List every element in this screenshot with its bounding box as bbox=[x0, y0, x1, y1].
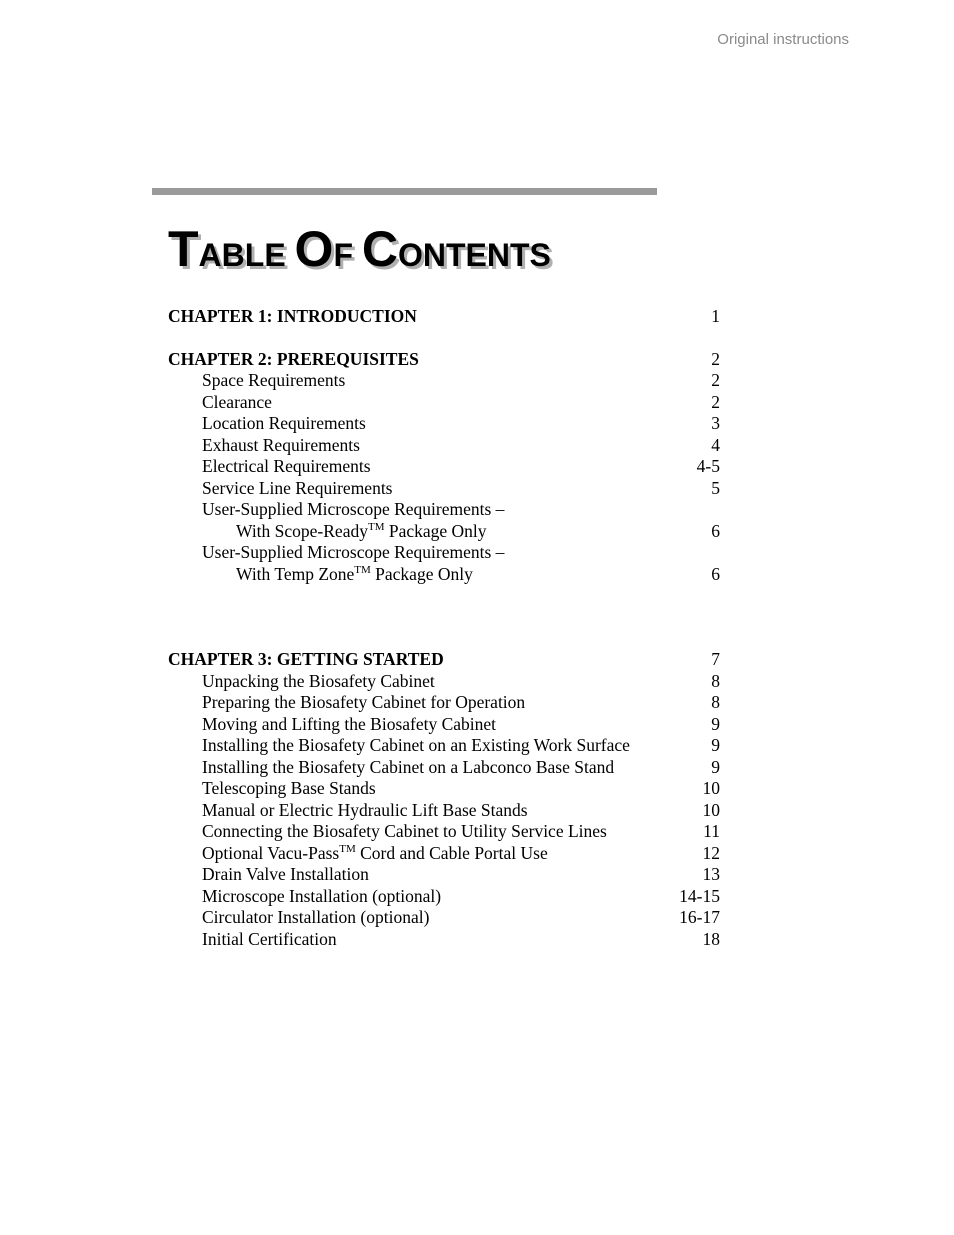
toc-page-number: 8 bbox=[711, 692, 720, 712]
toc-page-number: 14-15 bbox=[679, 885, 720, 906]
title-rule bbox=[152, 188, 657, 195]
toc-entry-label: Electrical Requirements bbox=[202, 456, 371, 476]
toc-page-number: 9 bbox=[711, 735, 720, 755]
toc-entry-label bbox=[202, 843, 548, 865]
toc-page-number: 2 bbox=[711, 391, 720, 412]
toc-entry[interactable] bbox=[168, 542, 728, 564]
toc-entry-label: Clearance bbox=[202, 391, 272, 412]
toc-page-number: 12 bbox=[702, 842, 720, 863]
toc-entry-label: Service Line Requirements bbox=[202, 477, 393, 498]
toc-page-number: 7 bbox=[711, 649, 720, 669]
toc-entry-label-part: With Scope-Ready bbox=[236, 520, 368, 541]
toc-entry-label: Installing the Biosafety Cabinet on an Existing Work Surface bbox=[202, 735, 630, 755]
toc-entry[interactable] bbox=[168, 907, 728, 929]
toc-page-number: 1 bbox=[711, 306, 720, 326]
toc-entry[interactable] bbox=[168, 735, 728, 757]
toc-entry[interactable] bbox=[168, 757, 728, 779]
title-cap: C bbox=[361, 221, 398, 277]
toc-entry[interactable] bbox=[168, 778, 728, 800]
toc-entry-label: Drain Valve Installation bbox=[202, 864, 369, 884]
toc-chapter-3[interactable] bbox=[168, 649, 728, 671]
title-cap: T bbox=[168, 221, 199, 277]
toc-entry-label-part: With Temp Zone bbox=[236, 563, 355, 584]
toc-chapter-2[interactable] bbox=[168, 349, 728, 371]
toc-chapter-label: CHAPTER 1: INTRODUCTION bbox=[168, 306, 417, 326]
toc-entry[interactable] bbox=[168, 435, 728, 457]
toc-entry-label: User-Supplied Microscope Requirements – bbox=[202, 499, 505, 519]
toc-entry-label: Space Requirements bbox=[202, 370, 346, 390]
toc-page-number: 16-17 bbox=[679, 907, 720, 927]
toc-page-number: 4-5 bbox=[696, 456, 720, 476]
toc-entry[interactable] bbox=[168, 929, 728, 951]
title-cap: O bbox=[294, 221, 334, 277]
toc-page-number: 9 bbox=[711, 756, 720, 777]
toc-entry-label: Initial Certification bbox=[202, 928, 337, 949]
toc-entry-label: Moving and Lifting the Biosafety Cabinet bbox=[202, 713, 497, 734]
title-rest: ONTENTS bbox=[398, 237, 551, 273]
toc-page-number: 13 bbox=[702, 864, 720, 884]
toc-entry-label bbox=[236, 564, 473, 586]
toc-entry[interactable] bbox=[168, 671, 728, 693]
toc-entry[interactable] bbox=[168, 521, 728, 543]
toc-entry-label: Connecting the Biosafety Cabinet to Utility Service Lines bbox=[202, 821, 607, 841]
toc-entry[interactable] bbox=[168, 413, 728, 435]
toc-entry[interactable] bbox=[168, 478, 728, 500]
toc-entry[interactable] bbox=[168, 370, 728, 392]
toc-entry[interactable] bbox=[168, 886, 728, 908]
toc-entry[interactable] bbox=[168, 714, 728, 736]
toc-entry-label: Location Requirements bbox=[202, 413, 366, 433]
toc-entry-label: Microscope Installation (optional) bbox=[202, 885, 442, 906]
title-rest: F bbox=[333, 237, 362, 273]
header-note: Original instructions bbox=[717, 31, 849, 48]
toc-page-number: 10 bbox=[702, 799, 720, 820]
toc-page-number: 2 bbox=[711, 370, 720, 390]
toc-entry[interactable] bbox=[168, 864, 728, 886]
toc-entry-label-part: Optional Vacu-Pass bbox=[202, 842, 340, 863]
toc-entry-label: Preparing the Biosafety Cabinet for Operation bbox=[202, 692, 526, 712]
toc-entry-label: Circulator Installation (optional) bbox=[202, 907, 430, 927]
toc-page-number: 9 bbox=[711, 713, 720, 734]
toc-entry[interactable] bbox=[168, 800, 728, 822]
title-rest: ABLE bbox=[198, 237, 295, 273]
toc-entry-label-part: Package Only bbox=[370, 563, 473, 584]
toc-page-number: 5 bbox=[711, 477, 720, 498]
toc-entry-label-part: Package Only bbox=[384, 520, 487, 541]
trademark-mark: TM bbox=[354, 563, 371, 576]
toc-page-number: 6 bbox=[711, 520, 720, 541]
trademark-mark: TM bbox=[367, 520, 385, 533]
toc-entry[interactable] bbox=[168, 392, 728, 414]
toc-chapter-label: CHAPTER 3: GETTING STARTED bbox=[168, 649, 444, 669]
toc-entry-label: Telescoping Base Stands bbox=[202, 778, 376, 798]
toc-entry[interactable] bbox=[168, 564, 728, 586]
table-of-contents bbox=[168, 306, 728, 950]
toc-page-number: 10 bbox=[702, 778, 720, 798]
toc-page-number: 8 bbox=[711, 670, 720, 691]
toc-entry-label: Exhaust Requirements bbox=[202, 434, 360, 455]
toc-page-number: 6 bbox=[711, 563, 720, 584]
toc-page-number: 3 bbox=[711, 413, 720, 433]
toc-entry-label: User-Supplied Microscope Requirements – bbox=[202, 542, 505, 562]
toc-page-number: 18 bbox=[702, 928, 720, 949]
toc-entry-label: Unpacking the Biosafety Cabinet bbox=[202, 670, 435, 691]
toc-entry[interactable] bbox=[168, 456, 728, 478]
toc-entry[interactable] bbox=[168, 692, 728, 714]
toc-entry[interactable] bbox=[168, 843, 728, 865]
toc-entry-label-part: Cord and Cable Portal Use bbox=[355, 842, 548, 863]
toc-page-number: 2 bbox=[711, 348, 720, 369]
trademark-mark: TM bbox=[339, 842, 356, 855]
toc-entry-label: Manual or Electric Hydraulic Lift Base Stands bbox=[202, 799, 528, 820]
toc-page-number: 11 bbox=[703, 821, 720, 841]
toc-chapter-label: CHAPTER 2: PREREQUISITES bbox=[168, 348, 419, 369]
toc-page-number: 4 bbox=[711, 434, 720, 455]
toc-entry[interactable] bbox=[168, 499, 728, 521]
toc-entry-label bbox=[236, 521, 487, 543]
toc-chapter-1[interactable] bbox=[168, 306, 728, 328]
toc-entry[interactable] bbox=[168, 821, 728, 843]
toc-entry-label: Installing the Biosafety Cabinet on a Labconco Base Stand bbox=[202, 756, 615, 777]
page-title bbox=[168, 221, 551, 277]
